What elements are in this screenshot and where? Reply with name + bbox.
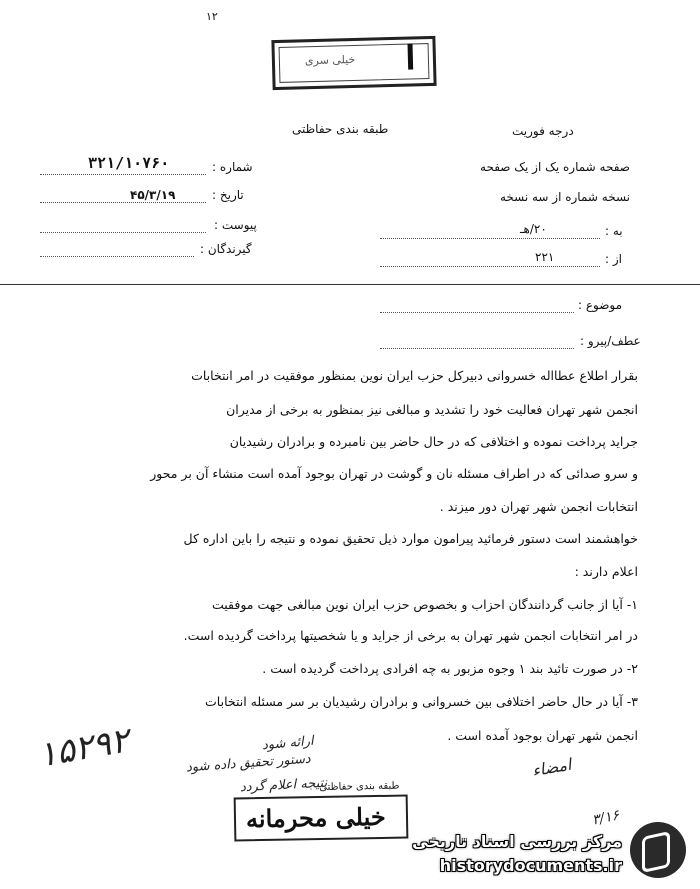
body-line-2: انجمن شهر تهران فعالیت خود را تشدید و مبالغی نیز بمنظور به برخی از مدیران: [226, 402, 638, 417]
handwritten-signature: امضاء: [530, 754, 573, 781]
bottom-stamp-value: خیلی محرمانه: [245, 801, 386, 834]
handwritten-note-2: دستور تحقیق داده شود: [185, 751, 312, 776]
body-line-9: در امر انتخابات انجمن شهر تهران به برخی از جراید و یا شخصیتها پرداخت گردیده است.: [183, 628, 638, 643]
classification-label: طبقه بندی حفاظتی: [292, 122, 389, 136]
attachment-label: پیوست :: [214, 218, 257, 232]
page-number-line: صفحه شماره یک از یک صفحه: [480, 160, 630, 174]
body-line-7: اعلام دارند :: [574, 564, 638, 579]
watermark-url: historydocuments.ir: [439, 856, 622, 875]
date-value: ۴۵/۳/۱۹: [130, 188, 176, 202]
number-value: ۳۲۱/۱۰۷۶۰: [88, 154, 170, 172]
reference-label: عطف/پیرو :: [580, 334, 641, 348]
bottom-stamp-caption: طبقه بندی حفاظتی: [319, 780, 400, 794]
body-line-11: ۳- آیا در حال حاضر اختلافی بین خسروانی و برادران رشیدیان بر سر مسئله انتخابات: [205, 694, 638, 709]
body-line-1: بقرار اطلاع عطااله خسروانی دبیرکل حزب ایران نوین بمنظور موفقیت در امر انتخابات: [191, 368, 638, 383]
to-value: ۲۰/هـ: [520, 222, 547, 236]
header-separator: [0, 284, 700, 285]
top-classification-stamp: [271, 36, 436, 90]
body-line-4: و سرو صدائی که در اطراف مسئله نان و گوشت در تهران بوجود آمده است منشاء آن بر محور: [150, 466, 638, 481]
from-value: ۲۲۱: [535, 250, 555, 264]
subject-label: موضوع :: [578, 298, 623, 312]
recipients-label: گیرندگان :: [200, 242, 252, 256]
handwritten-note-3: نتیجه اعلام گردد: [239, 775, 328, 796]
body-line-10: ۲- در صورت تائید بند ۱ وجوه مزبور به چه افرادی پرداخت گردیده است .: [262, 661, 638, 676]
copy-number-line: نسخه شماره از سه نسخه: [499, 190, 630, 204]
priority-label: درجه فوریت: [512, 124, 574, 138]
top-page-mark: ۱۲: [206, 10, 218, 23]
body-line-6: خواهشمند است دستور فرمائید پیرامون موارد ذیل تحقیق نموده و نتیجه را باین اداره کل: [183, 531, 638, 546]
handwritten-note-1: ارائه شود: [261, 733, 315, 754]
handwritten-number: ۱۵۲۹۲: [35, 720, 133, 776]
body-line-8: ۱- آیا از جانب گردانندگان احزاب و بخصوص حزب ایران نوین مبالغی جهت موفقیت: [211, 597, 638, 612]
number-label: شماره :: [212, 160, 253, 174]
body-line-3: جراید پرداخت نموده و اختلافی که در حال حاضر بین نامبرده و برادران رشیدیان: [229, 434, 638, 449]
handwritten-date: ۳/۱۶: [590, 807, 621, 829]
watermark-name: مرکز بررسی اسناد تاریخی: [412, 832, 622, 851]
from-label: از :: [605, 252, 622, 266]
body-line-12: انجمن شهر تهران بوجود آمده است .: [447, 728, 638, 743]
to-label: به :: [605, 224, 623, 238]
date-label: تاریخ :: [212, 188, 244, 202]
archive-logo-icon: [630, 822, 686, 878]
body-line-5: انتخابات انجمن شهر تهران دور میزند .: [439, 499, 638, 514]
top-stamp-text: خیلی سری: [304, 52, 356, 68]
